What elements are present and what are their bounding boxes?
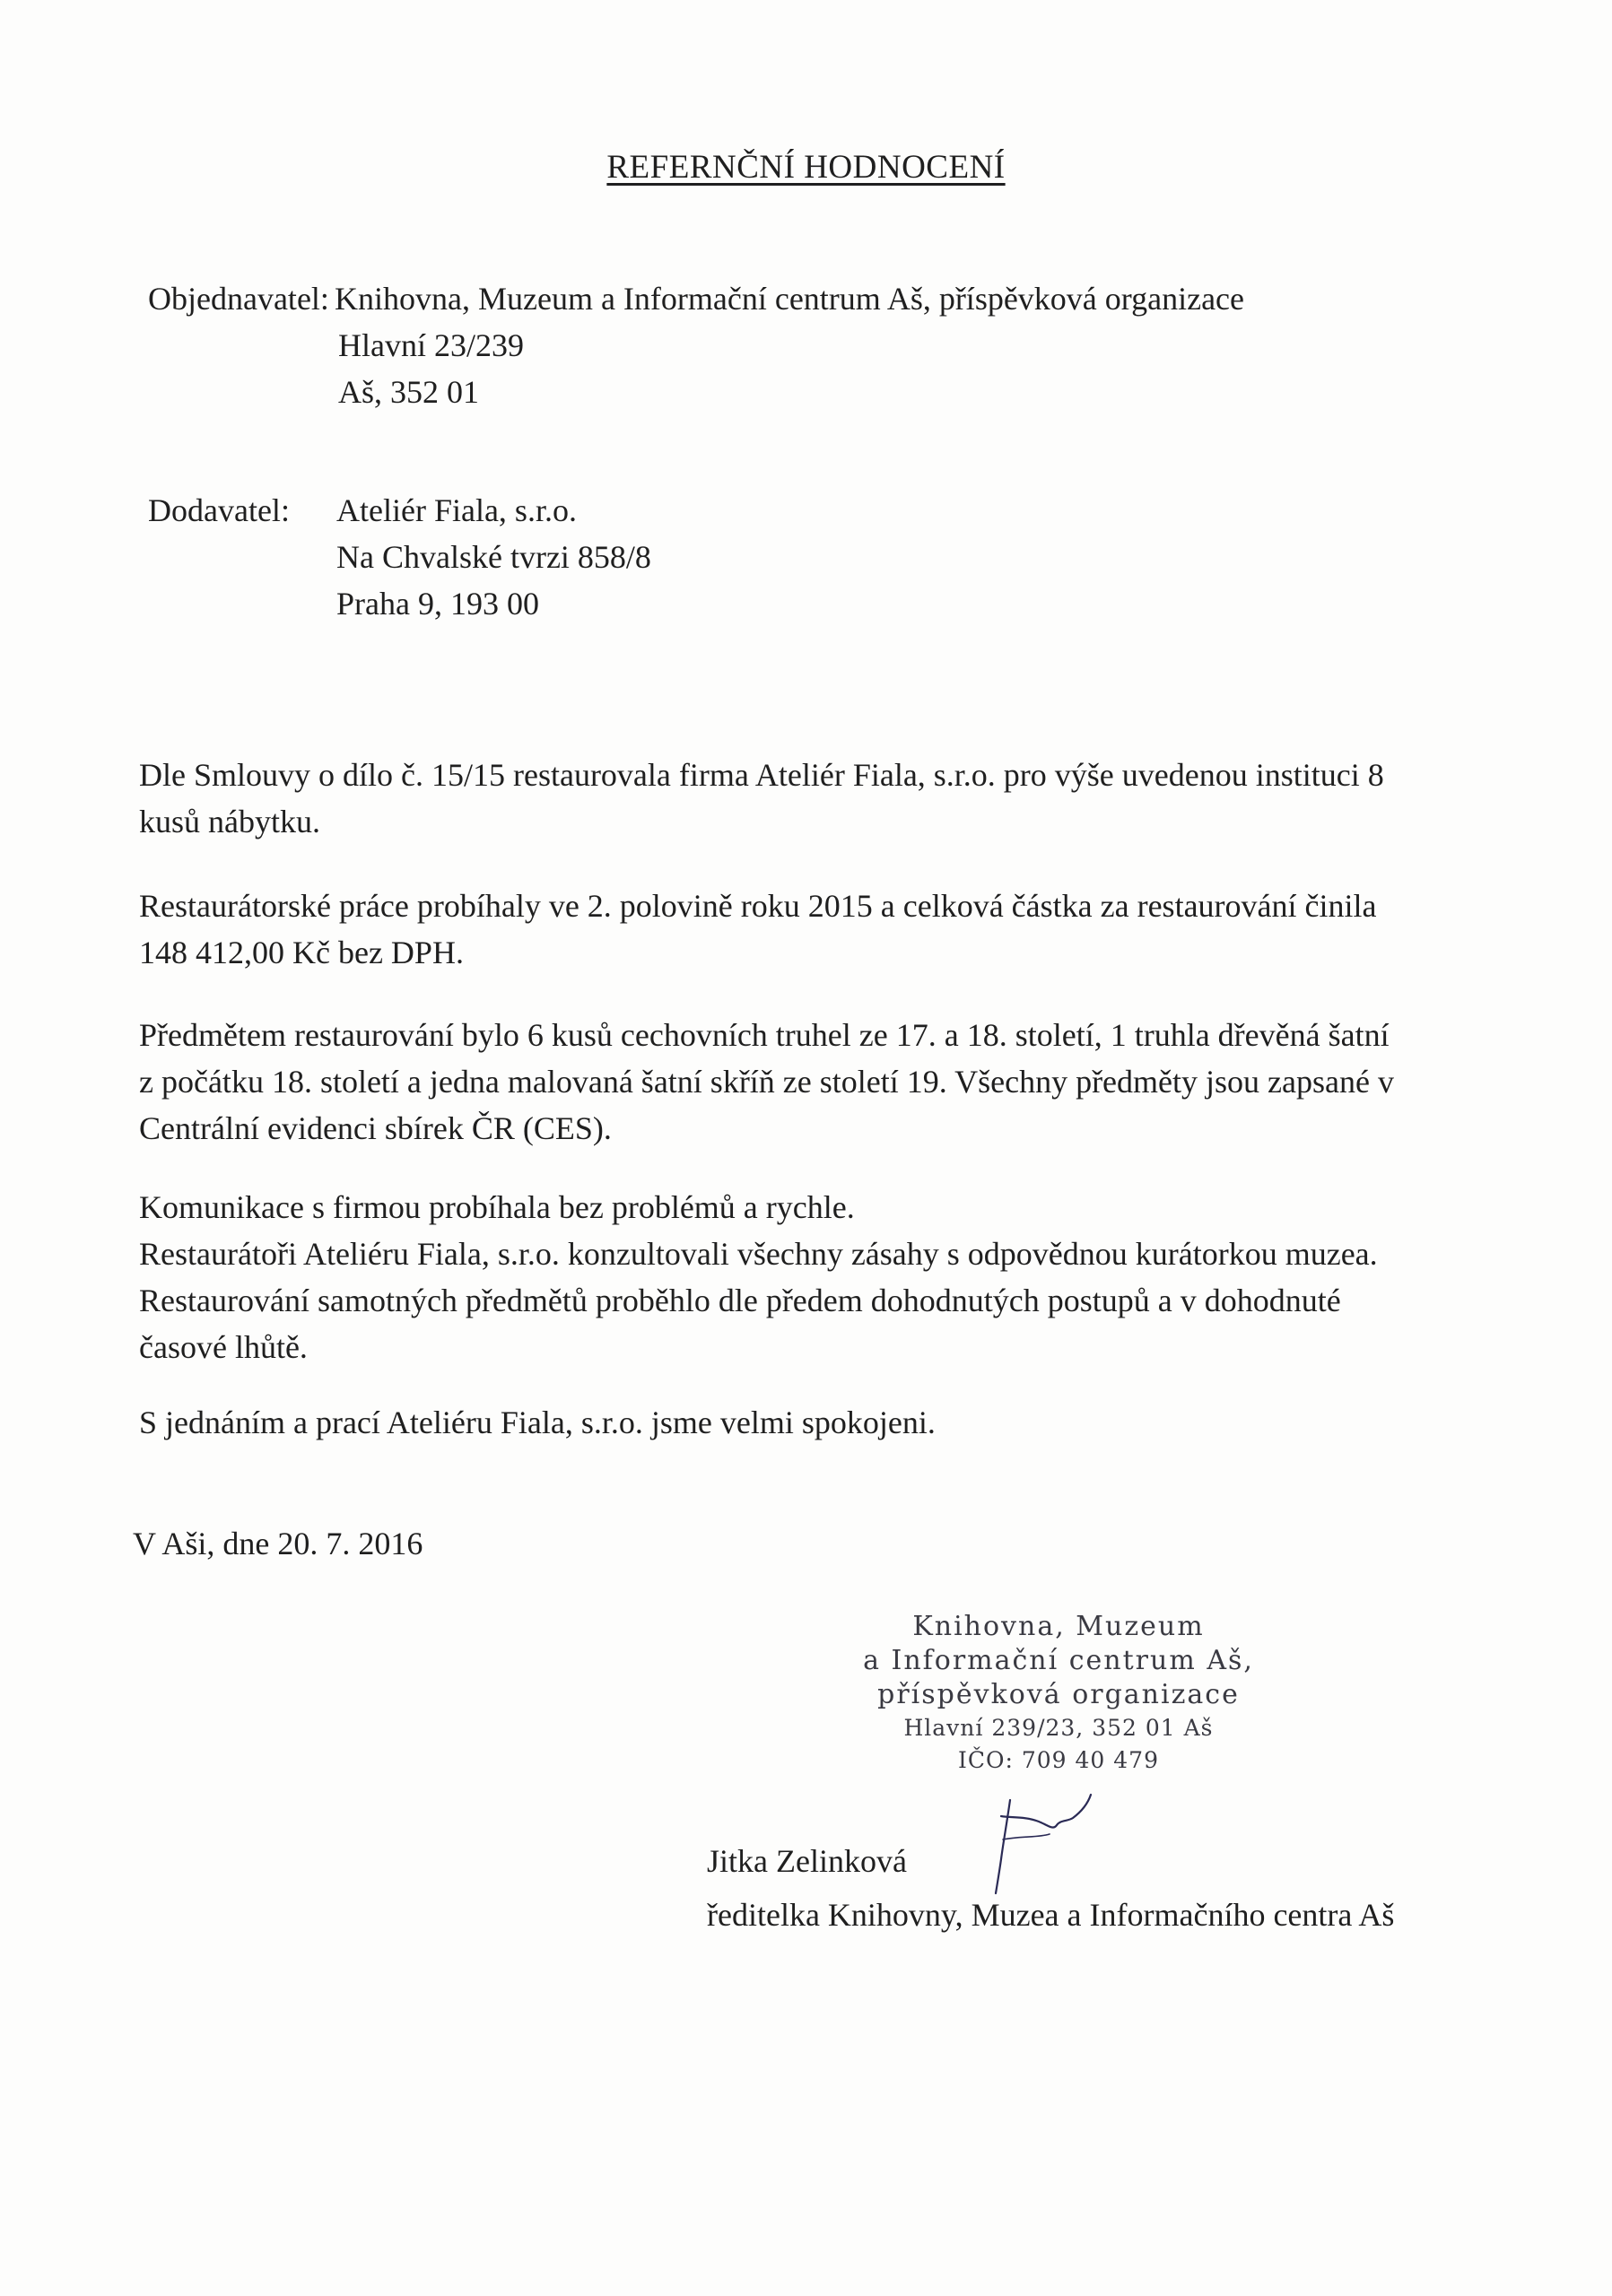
stamp-line: Knihovna, Muzeum: [912, 1611, 1205, 1642]
paragraph-works: [139, 883, 1431, 976]
paragraph-line: kusů nábytku.: [139, 804, 320, 839]
paragraph-line: Komunikace s firmou probíhala bez problémů a rychle.: [139, 1189, 855, 1225]
paragraph-line: Dle Smlouvy o dílo č. 15/15 restaurovala firma Ateliér Fiala, s.r.o. pro výše uvedenou instituci 8: [139, 757, 1384, 793]
paragraph-line: Restaurátoři Ateliéru Fiala, s.r.o. konzultovali všechny zásahy s odpovědnou kurátorkou muzea.: [139, 1236, 1378, 1272]
paragraph-contract: [139, 752, 1431, 845]
signer-position: ředitelka Knihovny, Muzea a Informačního centra Aš: [707, 1897, 1395, 1933]
supplier-city: Praha 9, 193 00: [336, 586, 539, 622]
paragraph-line: Centrální evidenci sbírek ČR (CES).: [139, 1110, 612, 1146]
paragraph-line: Restaurátorské práce probíhaly ve 2. polovině roku 2015 a celková částka za restaurování činila: [139, 888, 1377, 924]
paragraph-subject: [139, 1012, 1431, 1152]
supplier-name: Ateliér Fiala, s.r.o.: [336, 492, 577, 528]
paragraph-line: 148 412,00 Kč bez DPH.: [139, 935, 464, 970]
document-title: REFERNČNÍ HODNOCENÍ: [606, 149, 1006, 186]
supplier-label: Dodavatel:: [148, 492, 290, 528]
stamp-line: Hlavní 239/23, 352 01 Aš: [903, 1715, 1214, 1741]
organization-stamp: [861, 1610, 1256, 1777]
paragraph-satisfaction: [139, 1399, 1431, 1446]
paragraph-line: S jednáním a prací Ateliéru Fiala, s.r.o. jsme velmi spokojeni.: [139, 1405, 936, 1440]
stamp-line: IČO: 709 40 479: [957, 1747, 1159, 1773]
orderer-name: Knihovna, Muzeum a Informační centrum Aš, příspěvková organizace: [335, 281, 1245, 317]
paragraph-communication: [139, 1184, 1431, 1370]
orderer-label: Objednavatel:: [148, 281, 329, 317]
signer-name: Jitka Zelinková: [707, 1843, 907, 1879]
paragraph-line: časové lhůtě.: [139, 1329, 308, 1365]
signer-block: [707, 1834, 1394, 1942]
paragraph-line: Restaurování samotných předmětů proběhlo dle předem dohodnutých postupů a v dohodnuté: [139, 1283, 1341, 1318]
supplier-street: Na Chvalské tvrzi 858/8: [336, 539, 651, 575]
stamp-line: příspěvková organizace: [877, 1679, 1240, 1710]
stamp-line: a Informační centrum Aš,: [863, 1645, 1254, 1676]
place-date: V Aši, dne 20. 7. 2016: [133, 1526, 423, 1561]
paragraph-line: Předmětem restaurování bylo 6 kusů cechovních truhel ze 17. a 18. století, 1 truhla dřevěná šatní: [139, 1017, 1390, 1053]
orderer-street: Hlavní 23/239: [338, 327, 524, 363]
orderer-city: Aš, 352 01: [338, 374, 480, 410]
paragraph-line: z počátku 18. století a jedna malovaná šatní skříň ze století 19. Všechny předměty jsou zapsané v: [139, 1064, 1394, 1100]
